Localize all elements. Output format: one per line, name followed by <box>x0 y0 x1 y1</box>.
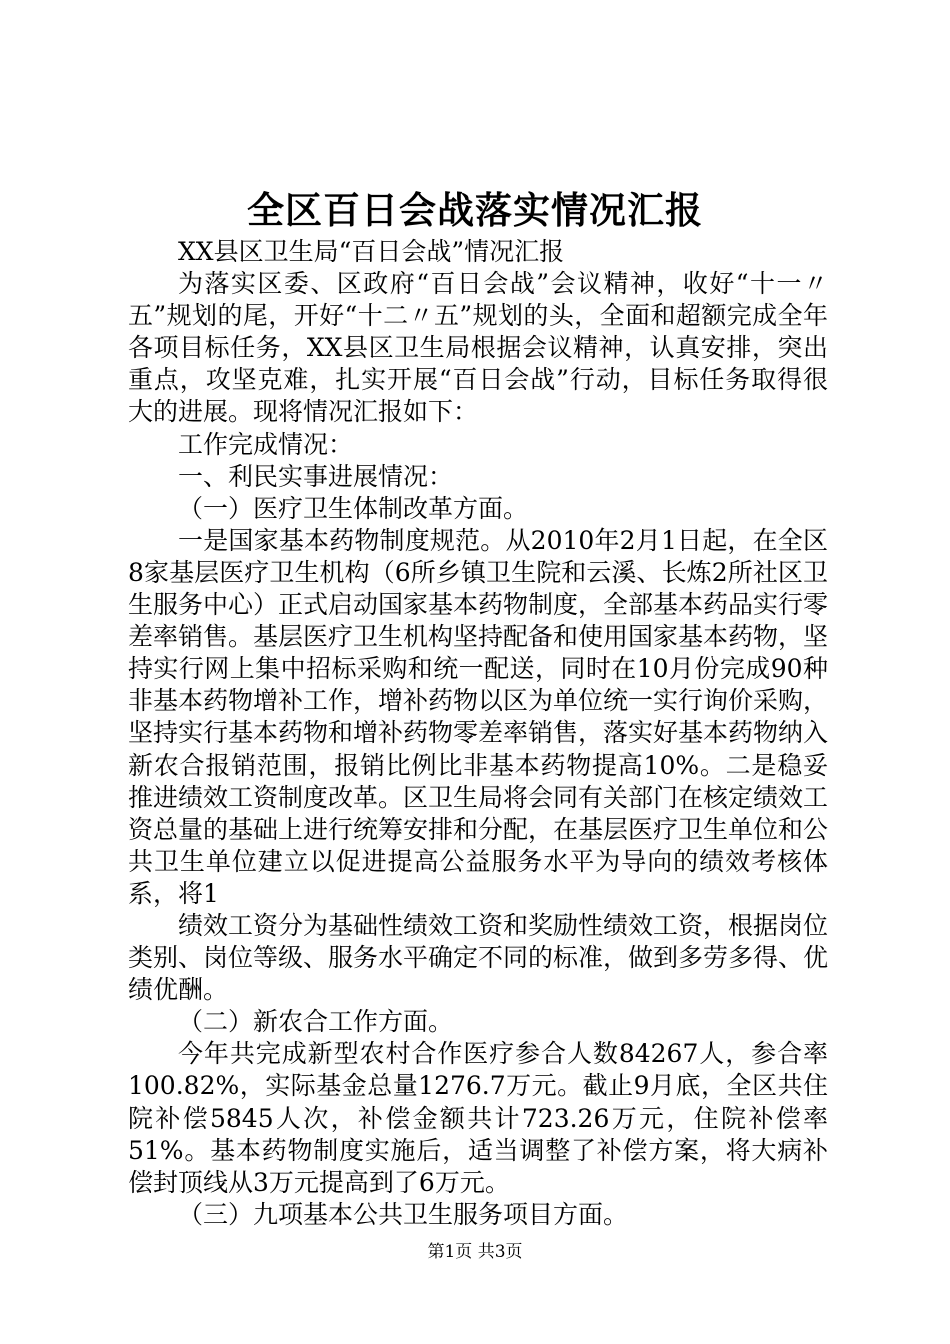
paragraph-heading-work: 工作完成情况： <box>178 429 354 459</box>
paragraph-intro: 为落实区委、区政府“百日会战”会议精神，收好“十一〃五”规划的尾，开好“十二〃五”规划的头，全面和超额完成全年各项目标任务，XX县区卫生局根据会议精神，认真安排，突出重点，攻坚克难，扎实开展“百日会战”行动，目标任务取得很大的进展。现将情况汇报如下： <box>128 269 828 427</box>
document-body <box>128 236 828 1231</box>
paragraph-rural-cooperative: 今年共完成新型农村合作医疗参合人数84267人，参合率100.82%，实际基金总量1276.7万元。截止9月底，全区共住院补偿5845人次，补偿金额共计723.26万元，住院补偿率51%。基本药物制度实施后，适当调整了补偿方案，将大病补偿封顶线从3万元提高到了6万元。 <box>128 1039 828 1197</box>
paragraph-performance-pay: 绩效工资分为基础性绩效工资和奖励性绩效工资，根据岗位类别、岗位等级、服务水平确定不同的标准，做到多劳多得、优绩优酬。 <box>128 910 829 1005</box>
paragraph-medical-reform: 一是国家基本药物制度规范。从2010年2月1日起，在全区8家基层医疗卫生机构（6所乡镇卫生院和云溪、长炼2所社区卫生服务中心）正式启动国家基本药物制度，全部基本药品实行零差率销售。基层医疗卫生机构坚持配备和使用国家基本药物，坚持实行网上集中招标采购和统一配送，同时在10月份完成90种非基本药物增补工作，增补药物以区为单位统一实行询价采购，坚持实行基本药物和增补药物零差率销售，落实好基本药物纳入新农合报销范围，报销比例比非基本药物提高10%。二是稳妥推进绩效工资制度改革。区卫生局将会同有关部门在核定绩效工资总量的基础上进行统筹安排和分配，在基层医疗卫生单位和公共卫生单位建立以促进提高公益服务水平为导向的绩效考核体系，将1 <box>128 525 829 908</box>
page-footer: 第1页 共3页 <box>427 1242 523 1262</box>
paragraph-heading-subsection-1: （一）医疗卫生体制改革方面。 <box>178 493 529 523</box>
paragraph-heading-section-1: 一、利民实事进展情况： <box>178 461 454 491</box>
paragraph-heading-subsection-3: （三）九项基本公共卫生服务项目方面。 <box>178 1199 629 1229</box>
paragraph-subtitle: XX县区卫生局“百日会战”情况汇报 <box>178 237 565 266</box>
document-title: 全区百日会战落实情况汇报 <box>247 188 703 232</box>
paragraph-heading-subsection-2: （二）新农合工作方面。 <box>178 1007 454 1037</box>
